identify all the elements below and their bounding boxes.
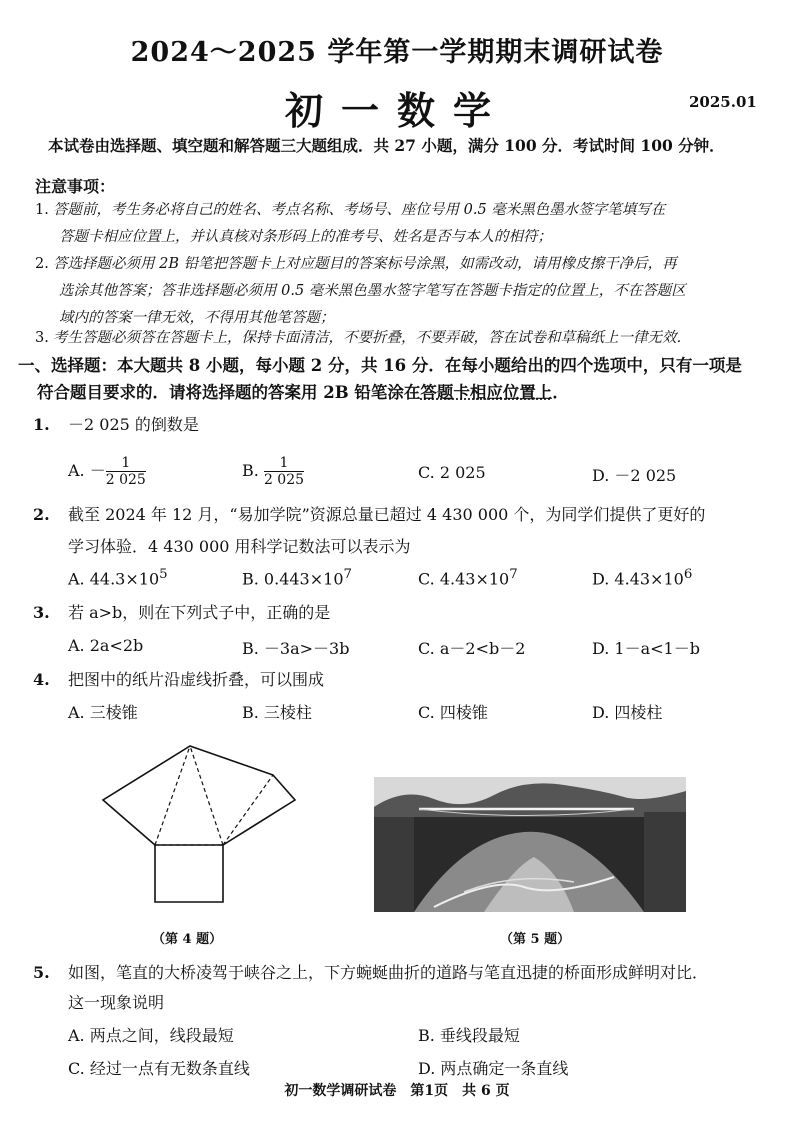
fraction [106, 455, 146, 488]
denominator: 2 025 [105, 472, 146, 488]
option-c: C. 四棱锥 [418, 703, 488, 722]
question-number: 1. [33, 415, 50, 434]
section-text: ． [552, 383, 569, 402]
fraction [264, 455, 304, 488]
option-d: D. －2 025 [592, 466, 677, 485]
option-label: A. [68, 461, 85, 480]
notice-num: 1. [35, 202, 49, 218]
option-c: C. 2 025 [418, 463, 486, 482]
notice-line: 域内的答案一律无效，不得用其他笔答题； [59, 310, 335, 326]
notice-num: 3. [35, 330, 49, 346]
option-c: C. a－2<b－2 [418, 639, 526, 658]
option-b: B. 三棱柱 [242, 703, 312, 722]
minus-sign: － [89, 461, 106, 480]
canyon-bridge-photo [374, 777, 686, 912]
option-d: D. 四棱柱 [592, 703, 663, 722]
exponent: 6 [683, 567, 693, 582]
notice-line: 答题前，考生务必将自己的姓名、考点名称、考场号、座位号用 0.5 毫米黑色墨水签字笔填写在 [53, 202, 666, 218]
option-a [68, 567, 168, 588]
exam-date: 2025.01 [689, 93, 757, 111]
fold-line [155, 746, 190, 845]
notice-title: 注意事项： [35, 177, 116, 196]
numerator: 1 [264, 455, 304, 472]
exponent: 7 [509, 567, 518, 582]
notice-line: 答选择题必须用 2B 铅笔把答题卡上对应题目的答案标号涂黑，如需改动，请用橡皮擦干净后，再 [53, 256, 677, 272]
option-label: B. [242, 461, 259, 480]
option-b: B. 垂线段最短 [418, 1026, 520, 1045]
option-d: D. 1－a<1－b [592, 639, 700, 658]
exam-title: 2024～2025 学年第一学期期末调研试卷 [130, 37, 664, 68]
option-a: A. 2a<2b [68, 636, 144, 655]
notice-line: 考生答题必须答在答题卡上，保持卡面清洁，不要折叠，不要弄破，答在试卷和草稿纸上一律无效． [53, 330, 691, 346]
option-b [242, 455, 304, 488]
exponent: 7 [343, 567, 352, 582]
option-text: B. 0.443×10 [242, 569, 344, 589]
option-a: A. 三棱锥 [68, 703, 138, 722]
option-c: C. 经过一点有无数条直线 [68, 1059, 250, 1078]
question-text: 学习体验．4 430 000 用科学记数法可以表示为 [68, 537, 411, 556]
notice-item-3 [35, 325, 770, 352]
question-text: －2 025 的倒数是 [68, 415, 199, 434]
page-footer: 初一数学调研试卷 第1页 共 6 页 [284, 1083, 510, 1099]
exponent: 5 [159, 567, 168, 582]
net-base-square [155, 845, 223, 902]
option-text: D. 4.43×10 [592, 569, 684, 589]
option-d: D. 两点确定一条直线 [418, 1059, 569, 1078]
fold-line [190, 746, 223, 845]
section-line: 一、选择题：本大题共 8 小题，每小题 2 分，共 16 分．在每小题给出的四个选项中，只有一项是 [18, 356, 742, 375]
option-text: A. 44.3×10 [68, 569, 160, 589]
option-b [242, 567, 352, 588]
question-text: 如图，笔直的大桥凌驾于峡谷之上，下方蜿蜒曲折的道路与笔直迅捷的桥面形成鲜明对比． [68, 963, 709, 982]
figure-5-caption: （第 5 题） [500, 932, 571, 947]
option-d [592, 567, 692, 588]
question-text: 这一现象说明 [68, 993, 165, 1012]
notice-num: 2. [35, 256, 49, 272]
notice-item-1 [35, 197, 770, 251]
pyramid-net-figure [95, 740, 315, 920]
option-a: A. 两点之间，线段最短 [68, 1026, 234, 1045]
answer-card-emphasis: 答题卡相应位置上 [420, 383, 553, 402]
intro-text: 本试卷由选择题、填空题和解答题三大题组成．共 27 小题，满分 100 分．考试时间 100 分钟． [48, 136, 725, 155]
option-text: C. 4.43×10 [418, 569, 510, 589]
option-b: B. －3a>－3b [242, 639, 350, 658]
question-text: 若 a>b，则在下列式子中，正确的是 [68, 603, 331, 622]
notice-item-2 [35, 251, 770, 332]
figure-4-caption: （第 4 题） [152, 932, 223, 947]
option-a [68, 455, 146, 488]
section-line [18, 379, 778, 406]
question-number: 5. [33, 963, 50, 982]
notice-line: 答题卡相应位置上，并认真核对条形码上的准考号、姓名是否与本人的相符； [59, 229, 552, 245]
section-1-heading [18, 352, 778, 406]
section-text: 符合题目要求的．请将选择题的答案用 2B 铅笔涂在 [37, 383, 421, 402]
question-number: 3. [33, 603, 50, 622]
subject-title: 初一数学 [284, 88, 509, 133]
notice-line: 选涂其他答案；答非选择题必须用 0.5 毫米黑色墨水签字笔写在答题卡指定的位置上，不在答题区 [59, 283, 686, 299]
numerator: 1 [106, 455, 146, 472]
denominator: 2 025 [263, 472, 305, 488]
question-number: 4. [33, 670, 50, 689]
question-text: 把图中的纸片沿虚线折叠，可以围成 [68, 670, 325, 689]
fold-line [223, 775, 273, 845]
net-outline [103, 746, 295, 845]
option-c [418, 567, 518, 588]
question-text: 截至 2024 年 12 月，“易加学院”资源总量已超过 4 430 000 个，为同学们提供了更好的 [68, 505, 706, 524]
question-number: 2. [33, 505, 50, 524]
